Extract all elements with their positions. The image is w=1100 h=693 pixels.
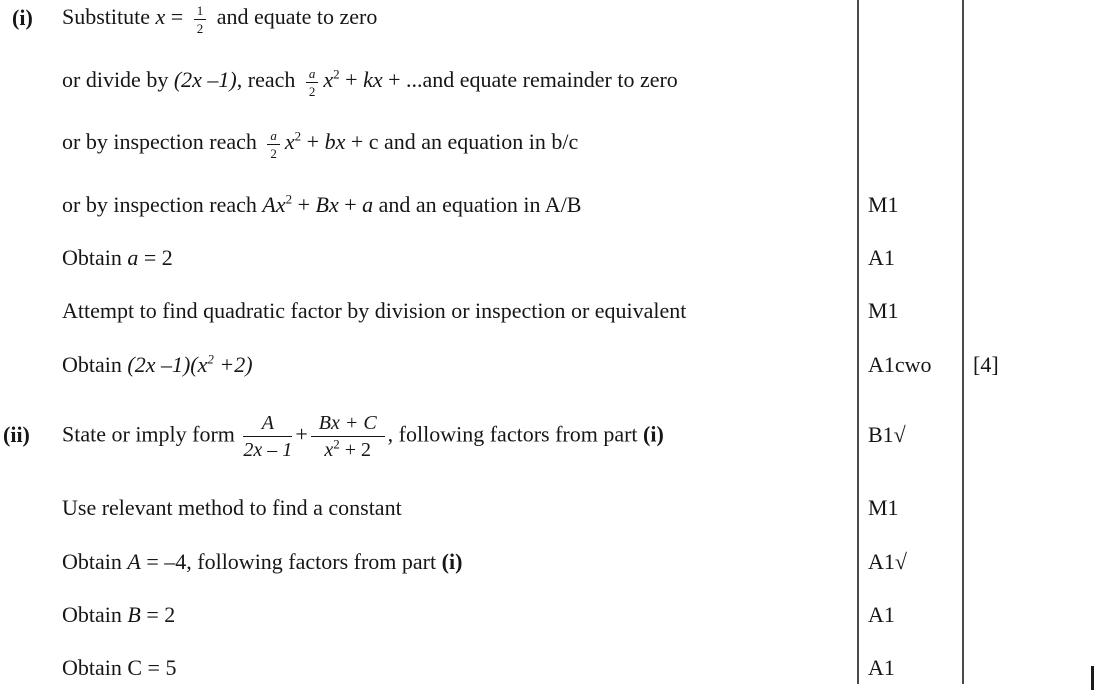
math-variable: a: [127, 245, 139, 270]
text-run: , reach: [236, 67, 301, 93]
text-run: +: [338, 192, 363, 217]
text-run: = –4, following factors from part: [140, 549, 442, 574]
text-run: Substitute: [62, 4, 156, 30]
fraction-a-over-2: [306, 66, 319, 98]
text-run: Use relevant method to find a constant: [62, 495, 402, 520]
text-run: Attempt to find quadratic factor by division or inspection or equivalent: [62, 298, 687, 323]
scheme-line-obtain-B: [62, 601, 175, 629]
superscript: 2: [207, 351, 214, 367]
scheme-line-attempt-factor: [62, 297, 686, 325]
math-variable: x: [324, 439, 334, 461]
page-edge-mark: [1091, 666, 1094, 690]
marks-column-divider-right: [962, 0, 964, 684]
fraction-denominator: 2: [270, 146, 277, 161]
scheme-line-obtain-C: [62, 654, 176, 682]
text-run: +: [339, 67, 364, 93]
math-expression: kx: [363, 67, 383, 93]
mark-cell-A1cwo: A1cwo: [868, 352, 932, 377]
text-run: = 2: [140, 602, 176, 627]
scheme-line-substitute: [62, 3, 377, 35]
text-run: or by inspection reach: [62, 192, 263, 217]
text-run: , following factors from part: [387, 421, 644, 447]
mark-cell-M1: M1: [868, 298, 899, 323]
part-label-i: (i): [12, 5, 33, 30]
fraction-denominator: 2: [196, 21, 204, 36]
text-run: +: [301, 129, 325, 155]
fraction-numerator: a: [267, 128, 280, 145]
math-expression: Ax: [262, 192, 286, 217]
text-run: + c and an equation in b/c: [345, 129, 579, 155]
text-run: Obtain: [62, 549, 128, 574]
math-variable: A: [127, 549, 141, 574]
math-variable: x: [323, 67, 334, 93]
plus-operator: +: [295, 421, 308, 447]
mark-cell-M1: M1: [868, 192, 899, 217]
text-run: +: [292, 192, 316, 217]
scheme-line-partial-fractions: [62, 412, 664, 461]
scheme-line-obtain-A: [62, 548, 462, 576]
math-expression: bx: [324, 129, 346, 155]
math-variable: x: [284, 129, 295, 155]
math-expression: +2): [213, 352, 253, 377]
text-run: Obtain: [62, 245, 128, 270]
part-reference: (i): [643, 421, 664, 447]
scheme-line-relevant-method: [62, 494, 402, 522]
superscript: 2: [333, 66, 340, 82]
scheme-line-inspection-AB: [62, 191, 581, 219]
fraction-a-over-2: [267, 128, 280, 160]
math-expression: (2x –1)(x: [127, 352, 208, 377]
fraction-denominator: 2: [308, 84, 316, 99]
fraction-A-over-2x-minus-1: [243, 412, 292, 461]
marks-column-divider-left: [857, 0, 859, 684]
fraction-numerator: A: [243, 412, 292, 437]
mark-cell-A1: A1: [868, 655, 895, 680]
math-variable: a: [362, 192, 374, 217]
fraction-numerator: Bx + C: [311, 412, 385, 437]
fraction-BxC-over-x2-plus-2: [311, 412, 385, 461]
text-run: or divide by: [62, 67, 174, 93]
math-expression: (2x –1): [173, 67, 237, 93]
text-run: Obtain: [62, 352, 128, 377]
math-expression: Bx: [315, 192, 339, 217]
math-variable: B: [127, 602, 141, 627]
superscript: 2: [285, 191, 293, 207]
part-reference: (i): [441, 549, 463, 574]
text-run: and an equation in A/B: [373, 192, 582, 217]
fraction-one-half: [194, 3, 207, 35]
text-run: + ...and equate remainder to zero: [382, 67, 678, 93]
fraction-denominator: [311, 437, 385, 461]
section-total: [4]: [973, 352, 999, 377]
scheme-line-obtain-a: [62, 244, 173, 272]
text-run: + 2: [339, 439, 372, 461]
superscript: 2: [333, 436, 340, 452]
scheme-line-obtain-factors: [62, 351, 253, 379]
text-run: or by inspection reach: [62, 129, 263, 155]
scheme-line-inspection-abc: [62, 128, 578, 160]
scheme-line-divide: [62, 66, 678, 98]
text-run: = 2: [138, 245, 173, 270]
mark-cell-B1ft: B1√: [868, 422, 906, 447]
fraction-denominator: 2x – 1: [243, 439, 293, 461]
text-run: =: [165, 4, 189, 30]
mark-cell-M1: M1: [868, 495, 899, 520]
text-run: Obtain C = 5: [62, 655, 177, 680]
fraction-numerator: a: [306, 66, 319, 83]
math-variable: x: [155, 4, 166, 30]
text-run: State or imply form: [62, 421, 241, 447]
mark-cell-A1: A1: [868, 602, 895, 627]
text-run: and equate to zero: [211, 4, 378, 30]
part-label-ii: (ii): [3, 422, 30, 447]
text-run: Obtain: [62, 602, 128, 627]
fraction-numerator: 1: [194, 3, 207, 20]
mark-cell-A1ft: A1√: [868, 549, 907, 574]
mark-cell-A1: A1: [868, 245, 895, 270]
superscript: 2: [294, 128, 302, 144]
